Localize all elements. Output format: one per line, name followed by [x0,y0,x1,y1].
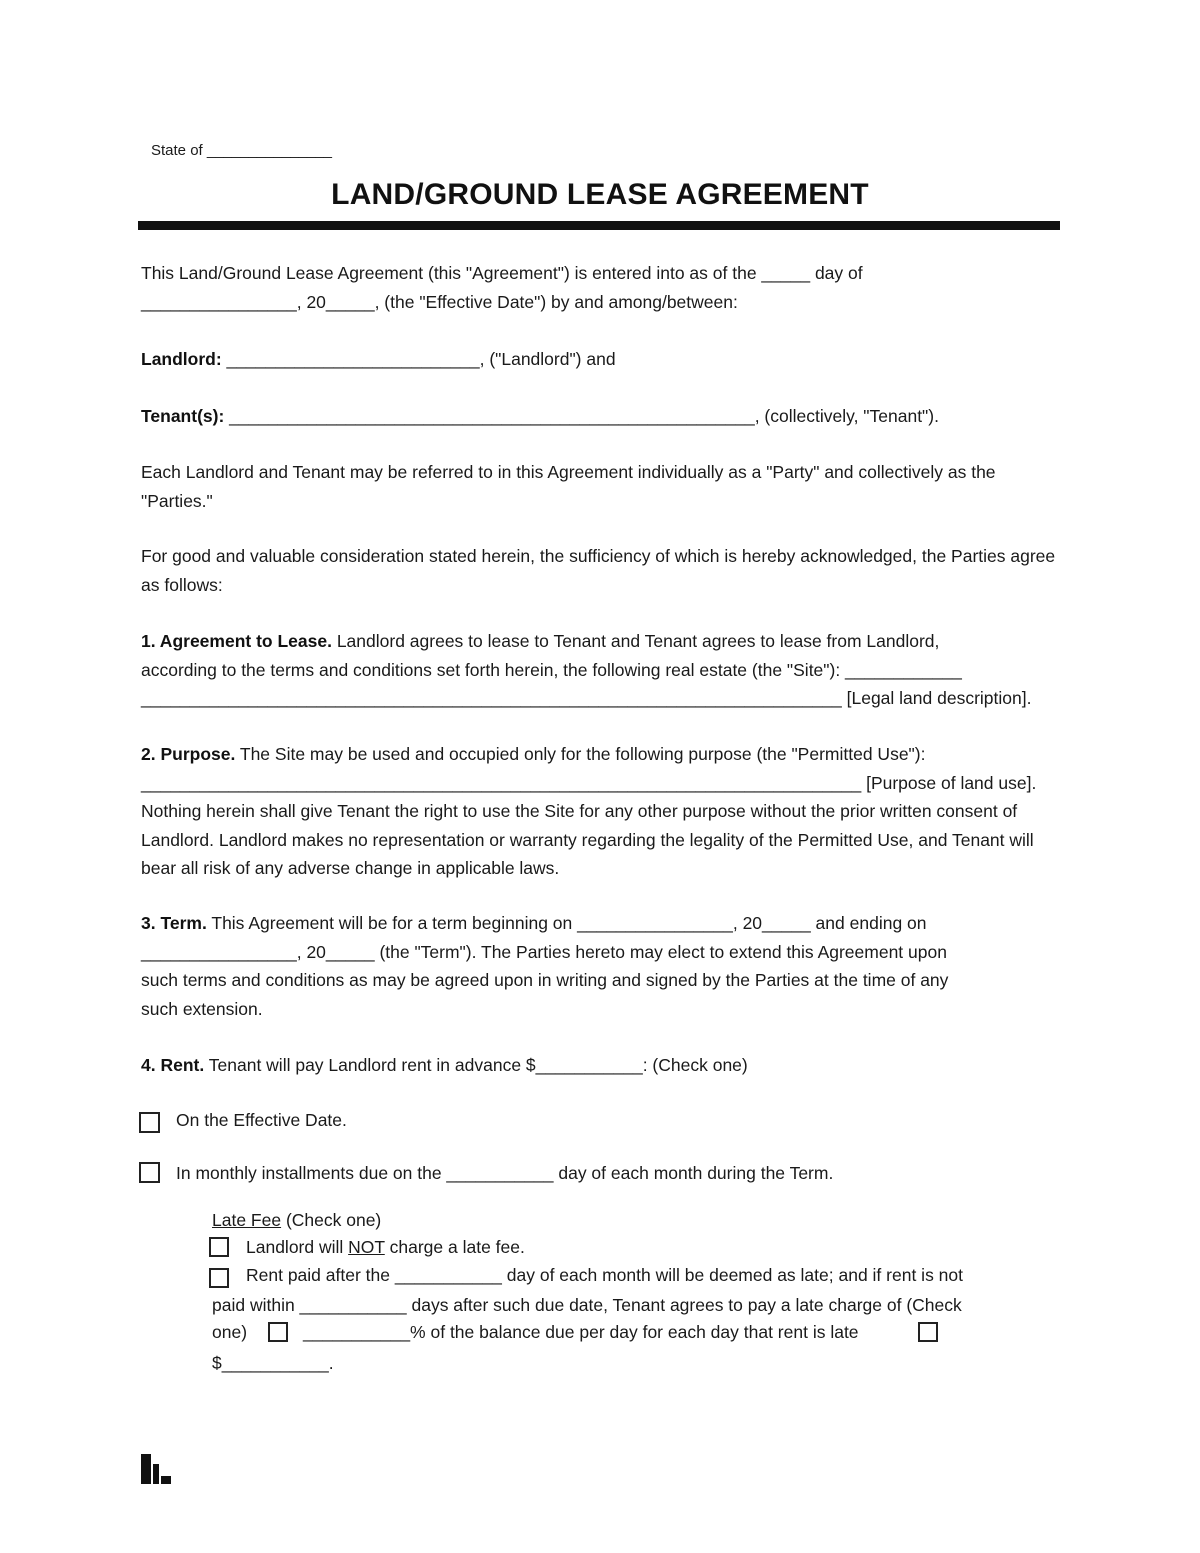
rent-monthly-checkbox[interactable] [139,1162,160,1183]
late-fee-percent-text: ___________% of the balance due per day for each day that rent is late [303,1322,859,1342]
no-late-fee-label [246,1233,525,1261]
section-rent [141,1051,1061,1080]
late-fee-label: Late Fee [212,1210,282,1230]
late-fee-label-suffix: (Check one) [281,1210,382,1230]
section3-heading: 3. Term. [141,913,207,933]
landlord-text: __________________________, ("Landlord") and [221,349,616,369]
landlord-label: Landlord: [141,349,222,369]
section2-body: Nothing herein shall give Tenant the right to use the Site for any other purpose without the prior written consent of Landlord. Landlord makes no representation or warranty regarding the legality of the Permitted Use, and Tenant will bear all risk of any adverse change in applicable laws. [141,801,1034,878]
party-definition-paragraph: Each Landlord and Tenant may be referred to in this Agreement individually as a "Party" and collectively as the "Parties." [141,462,996,511]
brand-logo-icon [141,1454,171,1484]
no-late-fee-emphasis: NOT [348,1237,385,1257]
no-late-fee-suffix: charge a late fee. [384,1237,525,1257]
late-fee-dollar-checkbox[interactable] [918,1322,938,1342]
late-fee-dollar-text: $___________. [212,1353,334,1373]
rent-effective-date-label: On the Effective Date. [176,1110,347,1130]
rent-monthly-label: In monthly installments due on the ___________ day of each month during the Term. [176,1163,834,1183]
late-fee-percent-checkbox[interactable] [268,1322,288,1342]
section4-heading: 4. Rent. [141,1055,205,1075]
section2-line-1 [141,740,1061,769]
late-fee-heading [212,1206,381,1234]
section3-line-3: such terms and conditions as may be agreed upon in writing and signed by the Parties at the time of any [141,970,949,990]
section2-line-2: __________________________________________________________________________ [Purpose of land use]. [141,772,1037,793]
tenant-line [141,402,1061,431]
section2-heading: 2. Purpose. [141,744,236,764]
rent-effective-date-checkbox[interactable] [139,1112,160,1133]
section-purpose [141,740,1061,883]
no-late-fee-checkbox[interactable] [209,1237,229,1257]
section1-heading: 1. Agreement to Lease. [141,631,332,651]
intro-line-2: ________________, 20_____, (the "Effective Date") by and among/between: [141,291,738,312]
late-fee-line-3-prefix: one) [212,1322,248,1342]
state-field: State of _______________ [151,142,333,159]
consideration-paragraph: For good and valuable consideration stated herein, the sufficiency of which is hereby acknowledged, the Parties agree as follows: [141,546,1056,595]
late-fee-checkbox[interactable] [209,1268,229,1288]
title-divider [138,221,1060,230]
section3-line-1-text: This Agreement will be for a term beginning on ________________, 20_____ and ending on [206,913,927,933]
section-agreement-to-lease [141,627,1061,713]
section1-line-1-text: Landlord agrees to lease to Tenant and Tenant agrees to lease from Landlord, [331,631,940,651]
section4-text: Tenant will pay Landlord rent in advance $___________: (Check one) [204,1055,748,1075]
section1-line-3: ________________________________________________________________________ [Legal land description]. [141,688,1032,708]
document-title: LAND/GROUND LEASE AGREEMENT [331,178,869,211]
tenant-label: Tenant(s): [141,406,225,426]
no-late-fee-prefix: Landlord will [246,1237,349,1257]
section2-line-1-text: The Site may be used and occupied only for the following purpose (the "Permitted Use"): [235,744,926,764]
section3-line-1 [141,909,1061,938]
intro-paragraph [141,259,1061,316]
late-fee-line-2: paid within ___________ days after such due date, Tenant agrees to pay a late charge of (Check [212,1295,962,1315]
landlord-line [141,345,1061,374]
section-term [141,909,1061,1023]
intro-line-1: This Land/Ground Lease Agreement (this "Agreement") is entered into as of the _____ day of [141,263,863,283]
late-fee-line-1: Rent paid after the ___________ day of each month will be deemed as late; and if rent is not [246,1265,964,1285]
section1-line-1 [141,627,1061,656]
section3-line-2: ________________, 20_____ (the "Term"). The Parties hereto may elect to extend this Agreement upon [141,941,947,962]
section3-line-4: such extension. [141,998,263,1019]
tenant-text: ______________________________________________________, (collectively, "Tenant"). [224,406,939,426]
section1-line-2: according to the terms and conditions set forth herein, the following real estate (the "Site"): ____________ [141,659,962,680]
